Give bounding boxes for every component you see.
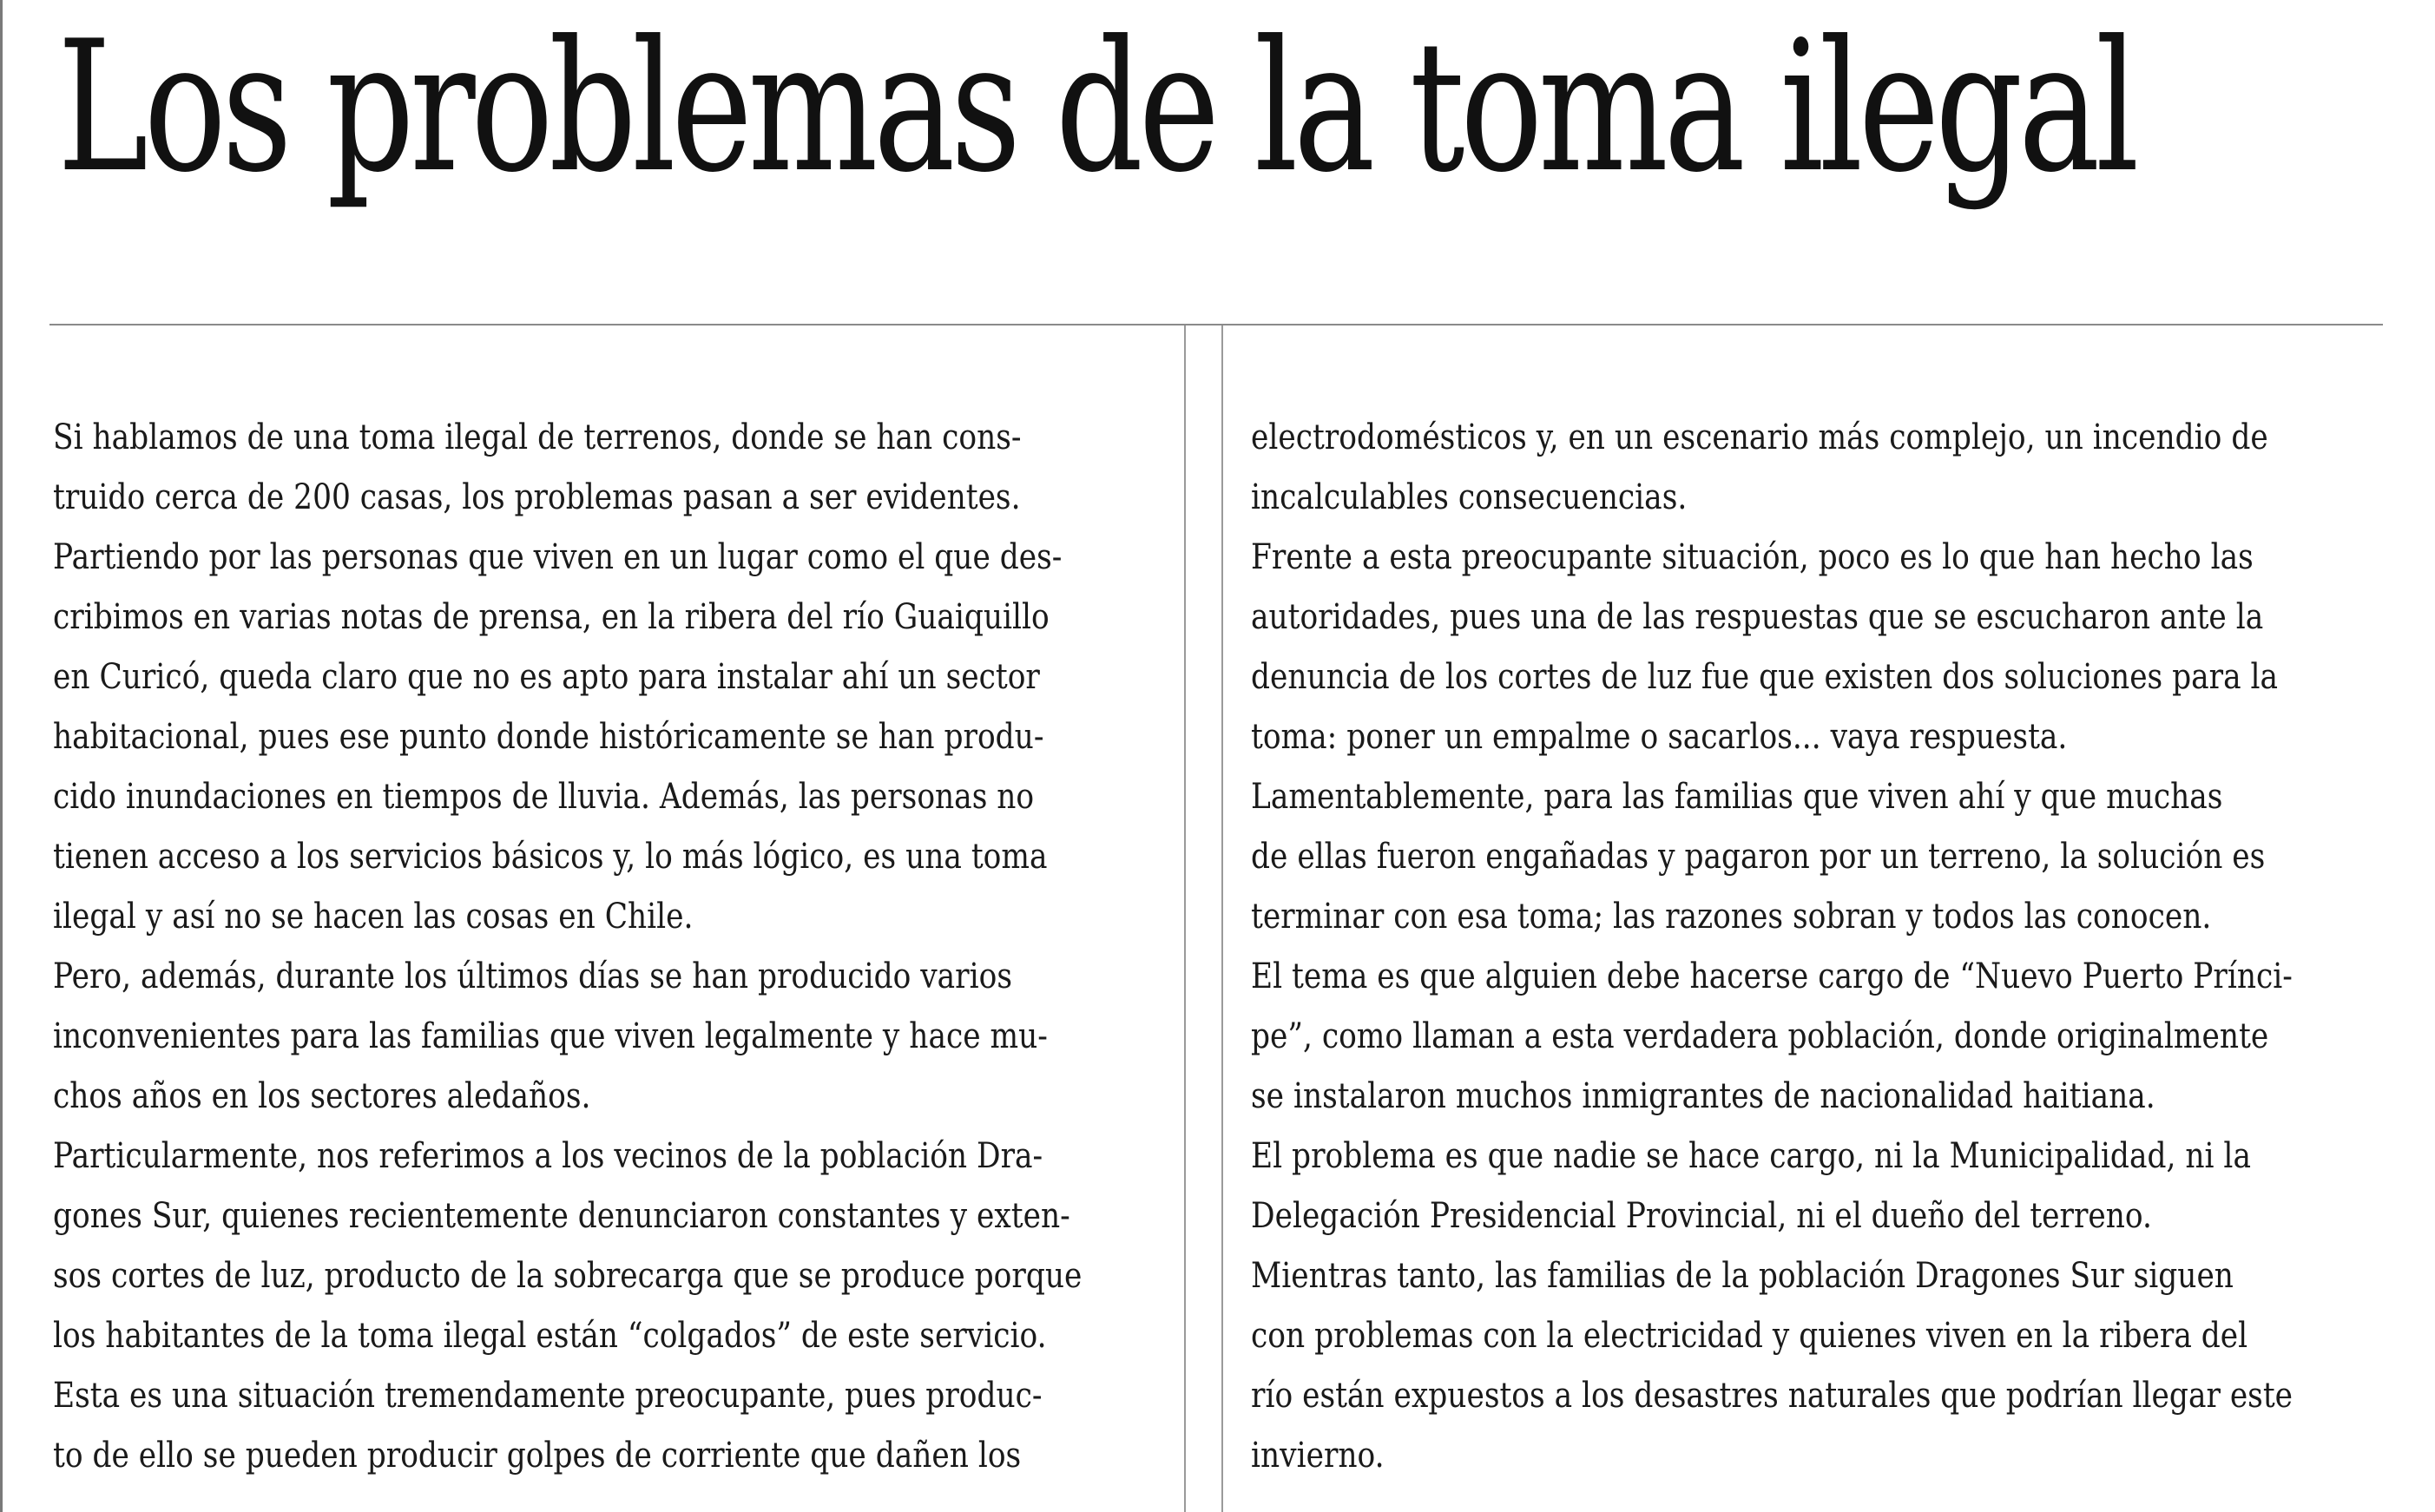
text-line: Si hablamos de una toma ilegal de terrenos, donde se han cons- xyxy=(53,417,1022,457)
text-line: Particularmente, nos referimos a los vecinos de la población Dra- xyxy=(53,1136,1043,1176)
text-line: truido cerca de 200 casas, los problemas pasan a ser evidentes. xyxy=(53,477,1021,517)
text-line: Partiendo por las personas que viven en un lugar como el que des- xyxy=(53,537,1063,577)
text-line: Pero, además, durante los últimos días se han producido varios xyxy=(53,957,1012,996)
page-left-border xyxy=(0,0,3,1512)
text-line: terminar con esa toma; las razones sobran y todos las conocen. xyxy=(1251,897,2212,937)
text-line: habitacional, pues ese punto donde históricamente se han produ- xyxy=(53,717,1044,757)
text-line: tienen acceso a los servicios básicos y, lo más lógico, es una toma xyxy=(53,837,1048,877)
text-line: El tema es que alguien debe hacerse cargo de “Nuevo Puerto Prínci- xyxy=(1251,957,2293,996)
text-line: con problemas con la electricidad y quienes viven en la ribera del xyxy=(1251,1316,2248,1356)
text-line: río están expuestos a los desastres naturales que podrían llegar este xyxy=(1251,1376,2294,1416)
text-line: gones Sur, quienes recientemente denunciaron constantes y exten- xyxy=(53,1196,1070,1236)
text-line: Frente a esta preocupante situación, poco es lo que han hecho las xyxy=(1251,537,2254,577)
text-line: cribimos en varias notas de prensa, en la ribera del río Guaiquillo xyxy=(53,597,1050,637)
text-line: to de ello se pueden producir golpes de corriente que dañen los xyxy=(53,1436,1022,1476)
text-line: electrodomésticos y, en un escenario más complejo, un incendio de xyxy=(1251,417,2268,457)
text-line: invierno. xyxy=(1251,1436,1385,1476)
text-line: Delegación Presidencial Provincial, ni el dueño del terreno. xyxy=(1251,1196,2152,1236)
text-line: autoridades, pues una de las respuestas que se escucharon ante la xyxy=(1251,597,2264,637)
text-line: inconvenientes para las familias que viven legalmente y hace mu- xyxy=(53,1016,1048,1056)
text-line: Mientras tanto, las familias de la población Dragones Sur siguen xyxy=(1251,1256,2234,1296)
left-column xyxy=(53,408,1160,1486)
text-line: denuncia de los cortes de luz fue que existen dos soluciones para la xyxy=(1251,657,2279,697)
text-line: chos años en los sectores aledaños. xyxy=(53,1076,591,1116)
text-line: toma: poner un empalme o sacarlos... vaya respuesta. xyxy=(1251,717,2068,757)
text-line: ilegal y así no se hacen las cosas en Chile. xyxy=(53,897,694,937)
right-column xyxy=(1251,408,2358,1486)
text-line: de ellas fueron engañadas y pagaron por un terreno, la solución es xyxy=(1251,837,2266,877)
text-line: Lamentablemente, para las familias que viven ahí y que muchas xyxy=(1251,777,2223,817)
text-line: pe”, como llaman a esta verdadera población, donde originalmente xyxy=(1251,1016,2269,1056)
text-line: se instalaron muchos inmigrantes de nacionalidad haitiana. xyxy=(1251,1076,2155,1116)
text-line: cido inundaciones en tiempos de lluvia. Además, las personas no xyxy=(53,777,1035,817)
text-line: Esta es una situación tremendamente preocupante, pues produc- xyxy=(53,1376,1043,1416)
text-line: los habitantes de la toma ilegal están “colgados” de este servicio. xyxy=(53,1316,1047,1356)
text-line: incalculables consecuencias. xyxy=(1251,477,1688,517)
text-line: en Curicó, queda claro que no es apto para instalar ahí un sector xyxy=(53,657,1040,697)
text-line: sos cortes de luz, producto de la sobrecarga que se produce porque xyxy=(53,1256,1083,1296)
column-divider-right xyxy=(1221,325,1223,1512)
headline-divider xyxy=(49,324,2383,325)
headline: Los problemas de la toma ilegal xyxy=(57,3,2136,213)
text-line: El problema es que nadie se hace cargo, ni la Municipalidad, ni la xyxy=(1251,1136,2251,1176)
column-divider-left xyxy=(1184,325,1186,1512)
